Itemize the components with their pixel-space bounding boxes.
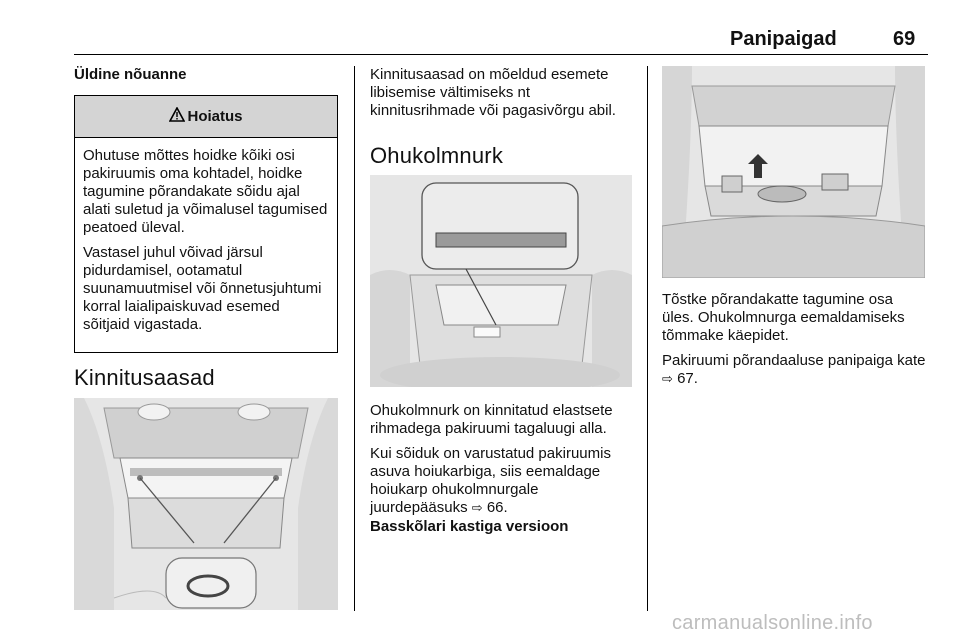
intro-paragraph: Kinnitusaasad on mõeldud esemete libisemise vältimiseks nt kinnitusrihmade või pagasivõrgu abil. [370, 66, 616, 119]
paragraph-triangle-location: Ohukolmnurk on kinnitatud elastsete rihmadega pakiruumi tagaluugi alla. [370, 402, 613, 437]
page-number: 69 [893, 28, 916, 50]
header-divider [74, 54, 928, 55]
warning-header [75, 96, 337, 138]
warning-body [75, 138, 337, 334]
page-reference-link[interactable]: 66. [486, 499, 508, 516]
paragraph-underfloor-storage: Pakiruumi põrandaaluse panipaiga kate ⇨ 67. [662, 352, 926, 387]
warning-paragraph-1: Ohutuse mõttes hoidke kõiki osi pakiruumis oma kohtadel, hoidke tagumine põrandakate sõidu ajal alati suletud ja võimalusel tagumised peatoed üleval. [83, 147, 328, 236]
section-heading-warning-triangle: Ohukolmnurk [370, 143, 504, 168]
watermark: carmanualsonline.info [672, 612, 873, 634]
section-heading-general: Üldine nõuanne [74, 66, 187, 83]
column-divider-right [647, 66, 648, 611]
section-heading-lashing-eyes: Kinnitusaasad [74, 365, 215, 390]
col3-body [662, 291, 928, 396]
lashing-eyes-illustration [74, 398, 338, 610]
paragraph-storage-box: Kui sõiduk on varustatud pakiruumis asuva hoiukarbiga, siis eemaldage hoiukarp ohukolmnurgale juurdepääsuks ⇨ 66. [370, 445, 611, 516]
page-reference-arrow-icon: ⇨ [662, 372, 673, 387]
warning-paragraph-2: Vastasel juhul võivad järsul pidurdamisel, ootamatul suunamuutmisel või õnnetusjuhtumi korral laialipaiskuvad esemed sõitjaid vigastada. [83, 244, 322, 333]
paragraph-lift-floor-cover: Tõstke põrandakatte tagumine osa üles. Ohukolmnurga eemaldamiseks tõmmake käepidet. [662, 291, 905, 344]
subheading-subwoofer-version: Basskõlari kastiga versioon [370, 518, 569, 535]
col2-body [370, 402, 638, 525]
page-reference-link[interactable]: 67. [677, 370, 698, 387]
page-reference-arrow-icon: ⇨ [471, 501, 483, 516]
warning-box [74, 95, 338, 353]
warning-triangle-icon [169, 107, 185, 126]
page-title: Panipaigad [730, 28, 837, 50]
warning-title: Hoiatus [187, 108, 243, 125]
warning-triangle-illustration [370, 175, 632, 387]
column-divider-left [354, 66, 355, 611]
subwoofer-floor-illustration [662, 66, 925, 278]
